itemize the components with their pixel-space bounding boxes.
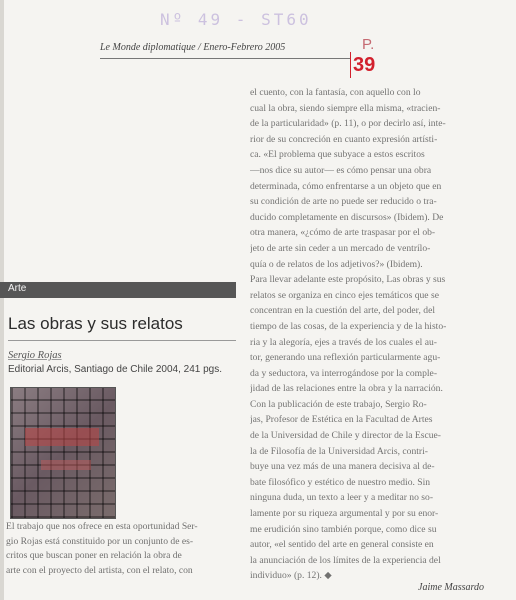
text-line: cual la obra, siendo siempre ella misma, «tracien- — [250, 102, 441, 114]
page-number: 39 — [353, 54, 376, 76]
cover-subtitle-band — [41, 460, 91, 470]
text-line: su condición de arte no puede ser reducido o tra- — [250, 196, 437, 208]
text-line: individuo» (p. 12). ◆ — [250, 570, 332, 582]
book-author: Sergio Rojas — [8, 350, 62, 361]
book-cover-image — [10, 387, 116, 519]
text-line: lamente por su riqueza argumental y por su enor- — [250, 508, 439, 520]
handwritten-archive-note: Nº 49 - ST60 — [160, 10, 312, 29]
text-line: la de Filosofía de la Universidad Arcis, contri- — [250, 445, 428, 457]
scan-edge — [0, 0, 4, 600]
text-line: el cuento, con la fantasía, con aquello con lo — [250, 87, 421, 98]
text-line: jidad de las relaciones entre la obra y la narración. — [250, 383, 443, 395]
header-rule — [100, 58, 350, 59]
title-rule — [8, 340, 236, 341]
text-line: jas, Profesor de Estética en la Facultad de Artes — [250, 414, 433, 426]
text-line: da y seductora, va interrogándose por la comple- — [250, 367, 438, 379]
text-line: Con la publicación de este trabajo, Sergio Ro- — [250, 398, 427, 410]
text-line: El trabajo que nos ofrece en esta oportunidad Ser- — [6, 521, 198, 532]
text-line: rior de su concreción en cuanto expresión artísti- — [250, 133, 438, 145]
text-line: gio Rojas está constituido por un conjunto de es- — [6, 535, 194, 547]
book-publisher: Editorial Arcis, Santiago de Chile 2004, 241 pgs. — [8, 364, 223, 375]
section-bar — [0, 282, 236, 298]
text-line: —nos dice su autor— es cómo pensar una obra — [250, 164, 432, 176]
cover-title-band — [25, 428, 99, 446]
text-line: autor, «el sentido del arte en general consiste en — [250, 539, 434, 551]
text-line: ducido completamente en discursos» (Ibidem). De — [250, 211, 444, 223]
text-line: determinada, cómo enfrentarse a un objeto que en — [250, 180, 442, 192]
text-line: me erudición sino también porque, como dice su — [250, 523, 437, 535]
text-line: tiempo de las cosas, de la experiencia y de la histo- — [250, 320, 447, 332]
text-line: de la Universidad de Chile y director de la Escue- — [250, 430, 442, 442]
text-line: concentran en la cuestión del arte, del poder, del — [250, 305, 436, 317]
text-line: ninguna duda, un texto a leer y a meditar no so- — [250, 492, 434, 504]
text-line: critos que buscan poner en relación la obra de — [6, 550, 182, 561]
text-line: buye una vez más de una manera decisiva al de- — [250, 461, 435, 473]
text-line: la anunciación de los límites de la experiencia del — [250, 554, 441, 566]
page-number-divider — [350, 52, 351, 78]
text-line: de la particularidad» (p. 11), o por decirlo así, inte- — [250, 118, 446, 130]
running-header: Le Monde diplomatique / Enero-Febrero 2005 — [100, 42, 286, 53]
text-line: arte con el proyecto del artista, con el relato, con — [6, 564, 193, 576]
text-line: relatos se organiza en cinco ejes temáticos que se — [250, 289, 439, 301]
review-signature: Jaime Massardo — [418, 582, 485, 593]
right-column-text — [250, 85, 508, 584]
page-marker: P. — [362, 36, 375, 53]
text-line: quía o de relatos de los adjetivos?» (Ibidem). — [250, 258, 423, 270]
text-line: ca. «El problema que subyace a estos escritos — [250, 149, 425, 161]
text-line: jeto de arte sin ceder a un mercado de ventrílo- — [250, 242, 431, 254]
text-line: Para llevar adelante este propósito, Las obras y sus — [250, 274, 446, 286]
text-line: ria y la alegoría, ejes a través de los cuales el au- — [250, 336, 437, 348]
text-line: bate filosófico y estético de nuestro medio. Sin — [250, 476, 431, 488]
left-column-text — [6, 520, 238, 578]
article-title: Las obras y sus relatos — [8, 314, 183, 333]
text-line: tor, generando una reflexión particularmente agu- — [250, 352, 441, 364]
section-label: Arte — [8, 283, 27, 294]
text-line: otra manera, «¿cómo de arte traspasar por el ob- — [250, 227, 436, 239]
